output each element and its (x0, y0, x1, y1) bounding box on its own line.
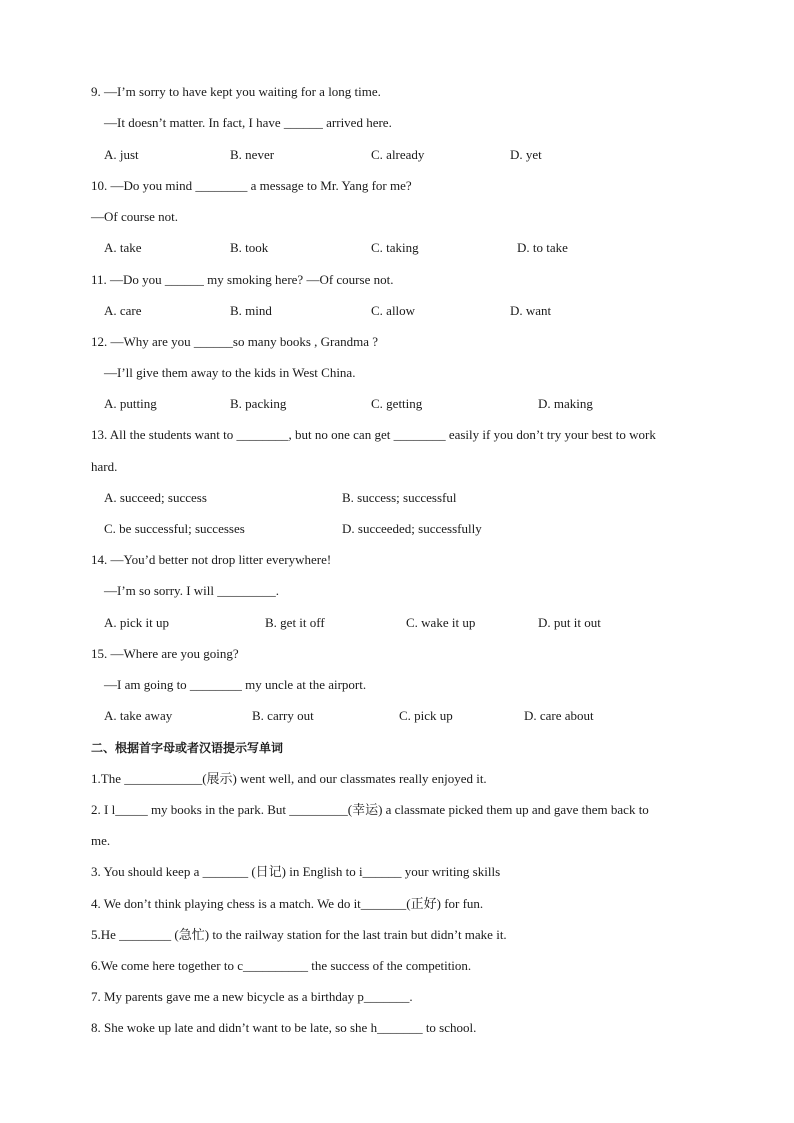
q11-option-c: C. allow (371, 303, 416, 318)
q12-stem: 12. —Why are you ______so many books , Grandma ? (91, 334, 379, 349)
section2-item-3: 3. You should keep a _______ (日记) in English to i______ your writing skills (91, 864, 501, 879)
q9-option-c: C. already (371, 147, 425, 162)
q13-stem-line2: hard. (91, 459, 118, 474)
q11-stem: 11. —Do you ______ my smoking here? —Of course not. (91, 272, 394, 287)
q14-option-a: A. pick it up (104, 615, 169, 630)
q12-option-a: A. putting (104, 396, 157, 411)
q12-reply: —I’ll give them away to the kids in West China. (104, 365, 356, 380)
q9-stem: 9. —I’m sorry to have kept you waiting for a long time. (91, 84, 381, 99)
q13-option-d: D. succeeded; successfully (342, 521, 482, 536)
q14-option-b: B. get it off (265, 615, 325, 630)
section2-item-4: 4. We don’t think playing chess is a match. We do it_______(正好) for fun. (91, 896, 484, 911)
q12-option-d: D. making (538, 396, 593, 411)
q10-option-d: D. to take (517, 240, 568, 255)
q9-option-b: B. never (230, 147, 275, 162)
q9-option-a: A. just (104, 147, 139, 162)
section2-item-1: 1.The ____________(展示) went well, and our classmates really enjoyed it. (91, 771, 487, 786)
q13-stem-line1: 13. All the students want to ________, but no one can get ________ easily if you don’t try your best to work (91, 427, 656, 442)
q12-option-c: C. getting (371, 396, 423, 411)
section2-item-8: 8. She woke up late and didn’t want to be late, so she h_______ to school. (91, 1020, 477, 1035)
q14-option-d: D. put it out (538, 615, 601, 630)
section2-item-7: 7. My parents gave me a new bicycle as a birthday p_______. (91, 989, 413, 1004)
section2-heading: 二、根据首字母或者汉语提示写单词 (91, 741, 284, 755)
q10-option-c: C. taking (371, 240, 419, 255)
q10-reply: —Of course not. (91, 209, 179, 224)
section2-item-2-cont: me. (91, 833, 111, 848)
q15-option-a: A. take away (104, 708, 173, 723)
q12-option-b: B. packing (230, 396, 287, 411)
q14-reply: —I’m so sorry. I will _________. (104, 583, 280, 598)
q15-stem: 15. —Where are you going? (91, 646, 239, 661)
q10-option-b: B. took (230, 240, 269, 255)
section2-item-5: 5.He ________ (急忙) to the railway station for the last train but didn’t make it. (91, 927, 507, 942)
q10-option-a: A. take (104, 240, 142, 255)
q14-option-c: C. wake it up (406, 615, 476, 630)
q9-reply: —It doesn’t matter. In fact, I have ______ arrived here. (104, 115, 392, 130)
q15-option-d: D. care about (524, 708, 594, 723)
q15-reply: —I am going to ________ my uncle at the airport. (104, 677, 367, 692)
q11-option-b: B. mind (230, 303, 272, 318)
q9-option-d: D. yet (510, 147, 542, 162)
q13-option-c: C. be successful; successes (104, 521, 245, 536)
q15-option-b: B. carry out (252, 708, 314, 723)
q13-option-b: B. success; successful (342, 490, 457, 505)
section2-item-6: 6.We come here together to c__________ the success of the competition. (91, 958, 472, 973)
q14-stem: 14. —You’d better not drop litter everywhere! (91, 552, 332, 567)
q11-option-d: D. want (510, 303, 552, 318)
section2-item-2: 2. I l_____ my books in the park. But _________(幸运) a classmate picked them up and gave them back to (91, 802, 649, 817)
q10-stem: 10. —Do you mind ________ a message to Mr. Yang for me? (91, 178, 412, 193)
q11-option-a: A. care (104, 303, 142, 318)
q13-option-a: A. succeed; success (104, 490, 207, 505)
q15-option-c: C. pick up (399, 708, 453, 723)
